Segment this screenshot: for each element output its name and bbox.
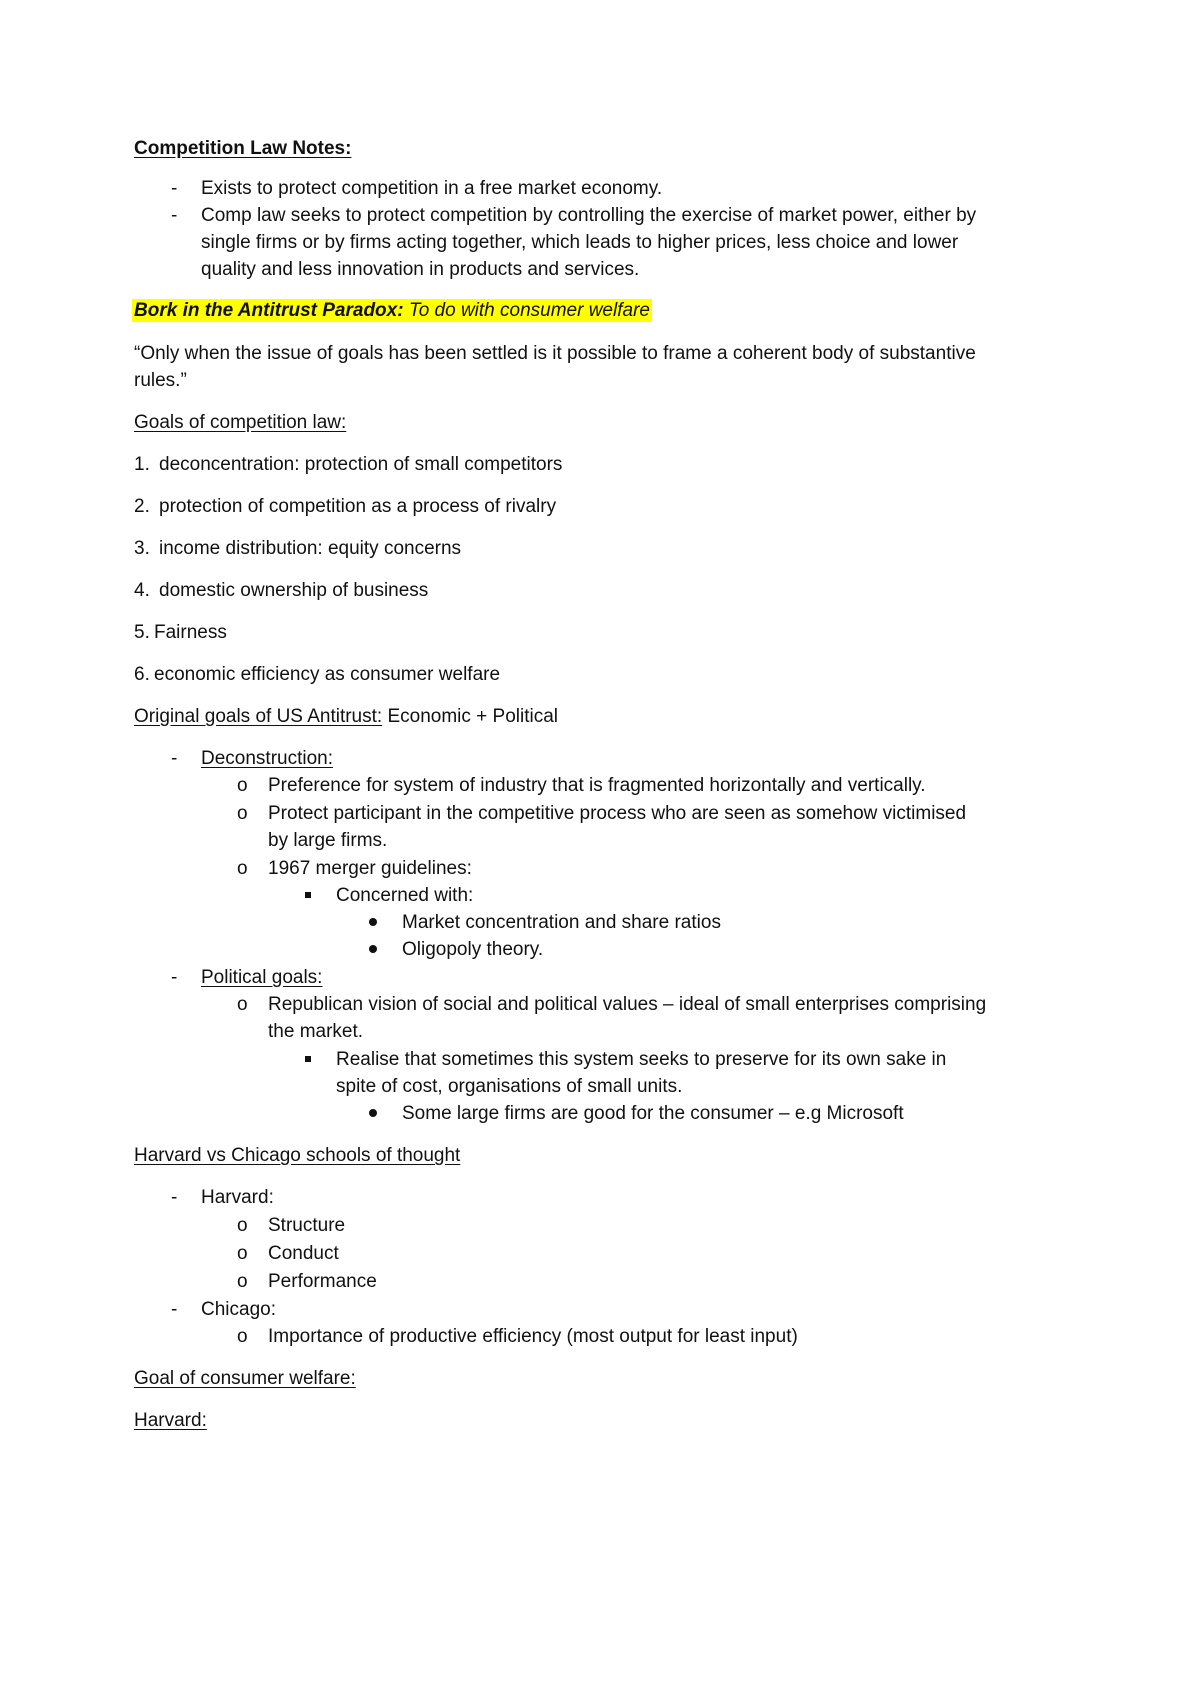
harvard-item: Harvard: xyxy=(201,1187,274,1208)
intro-bullet-cont: quality and less innovation in products and services. xyxy=(201,259,640,280)
harvard-heading: Harvard: xyxy=(134,1410,207,1431)
goal-number: 6. xyxy=(134,664,150,685)
round-bullet-icon xyxy=(369,945,377,953)
circle-bullet: o xyxy=(237,994,248,1015)
circle-bullet: o xyxy=(237,775,248,796)
goal-text: domestic ownership of business xyxy=(159,580,429,601)
goal-number: 4. xyxy=(134,580,150,601)
dash-bullet: - xyxy=(171,748,178,769)
intro-bullet: Exists to protect competition in a free market economy. xyxy=(201,178,663,199)
circle-bullet: o xyxy=(237,1326,248,1347)
circle-bullet: o xyxy=(237,1243,248,1264)
goal-number: 2. xyxy=(134,496,150,517)
quote-line: “Only when the issue of goals has been settled is it possible to frame a coherent body of substantive xyxy=(134,343,976,364)
consumer-welfare-heading: Goal of consumer welfare: xyxy=(134,1368,356,1389)
square-bullet-icon xyxy=(305,892,311,898)
goal-text: Fairness xyxy=(154,622,227,643)
schools-heading: Harvard vs Chicago schools of thought xyxy=(134,1145,461,1166)
political-subitem: Realise that sometimes this system seeks to preserve for its own sake in xyxy=(336,1049,947,1070)
deconstruction-item: Protect participant in the competitive process who are seen as somehow victimised xyxy=(268,803,967,824)
deconstruction-heading: Deconstruction: xyxy=(201,748,334,769)
intro-bullet-cont: single firms or by firms acting together, which leads to higher prices, less choice and lower xyxy=(201,232,959,253)
quote-line: rules.” xyxy=(134,370,187,391)
deconstruction-item-cont: by large firms. xyxy=(268,830,388,851)
circle-bullet: o xyxy=(237,803,248,824)
merger-subitem: Concerned with: xyxy=(336,885,474,906)
square-bullet-icon xyxy=(305,1056,311,1062)
dash-bullet: - xyxy=(171,1299,178,1320)
goal-text: deconcentration: protection of small competitors xyxy=(159,454,563,475)
political-subsubitem: Some large firms are good for the consumer – e.g Microsoft xyxy=(402,1103,904,1124)
deconstruction-item: 1967 merger guidelines: xyxy=(268,858,472,879)
round-bullet-icon xyxy=(369,1109,377,1117)
goals-heading: Goals of competition law: xyxy=(134,412,347,433)
dash-bullet: - xyxy=(171,178,178,199)
goal-number: 3. xyxy=(134,538,150,559)
dash-bullet: - xyxy=(171,967,178,988)
goal-text: protection of competition as a process of rivalry xyxy=(159,496,557,517)
political-item: Republican vision of social and political values – ideal of small enterprises comprising xyxy=(268,994,987,1015)
bork-heading xyxy=(132,298,652,324)
political-goals-heading: Political goals: xyxy=(201,967,323,988)
goal-number: 1. xyxy=(134,454,150,475)
bork-label: Bork in the Antitrust Paradox: xyxy=(134,300,404,321)
political-item-cont: the market. xyxy=(268,1021,364,1042)
intro-bullet: Comp law seeks to protect competition by controlling the exercise of market power, either by xyxy=(201,205,977,226)
harvard-subitem: Performance xyxy=(268,1271,377,1292)
harvard-subitem: Conduct xyxy=(268,1243,339,1264)
chicago-item: Chicago: xyxy=(201,1299,276,1320)
merger-subsubitem: Oligopoly theory. xyxy=(402,939,544,960)
goal-text: economic efficiency as consumer welfare xyxy=(154,664,501,685)
political-subitem-cont: spite of cost, organisations of small units. xyxy=(336,1076,683,1097)
bork-rest: To do with consumer welfare xyxy=(403,300,650,321)
circle-bullet: o xyxy=(237,1215,248,1236)
circle-bullet: o xyxy=(237,858,248,879)
us-heading-label: Original goals of US Antitrust: xyxy=(134,706,383,727)
goal-text: income distribution: equity concerns xyxy=(159,538,462,559)
round-bullet-icon xyxy=(369,918,377,926)
goal-number: 5. xyxy=(134,622,150,643)
chicago-subitem: Importance of productive efficiency (most output for least input) xyxy=(268,1326,798,1347)
harvard-subitem: Structure xyxy=(268,1215,346,1236)
us-antitrust-heading xyxy=(134,704,558,730)
merger-subsubitem: Market concentration and share ratios xyxy=(402,912,721,933)
document-title: Competition Law Notes: xyxy=(134,138,352,159)
deconstruction-item: Preference for system of industry that is fragmented horizontally and vertically. xyxy=(268,775,926,796)
dash-bullet: - xyxy=(171,205,178,226)
dash-bullet: - xyxy=(171,1187,178,1208)
us-heading-rest: Economic + Political xyxy=(382,706,558,727)
circle-bullet: o xyxy=(237,1271,248,1292)
